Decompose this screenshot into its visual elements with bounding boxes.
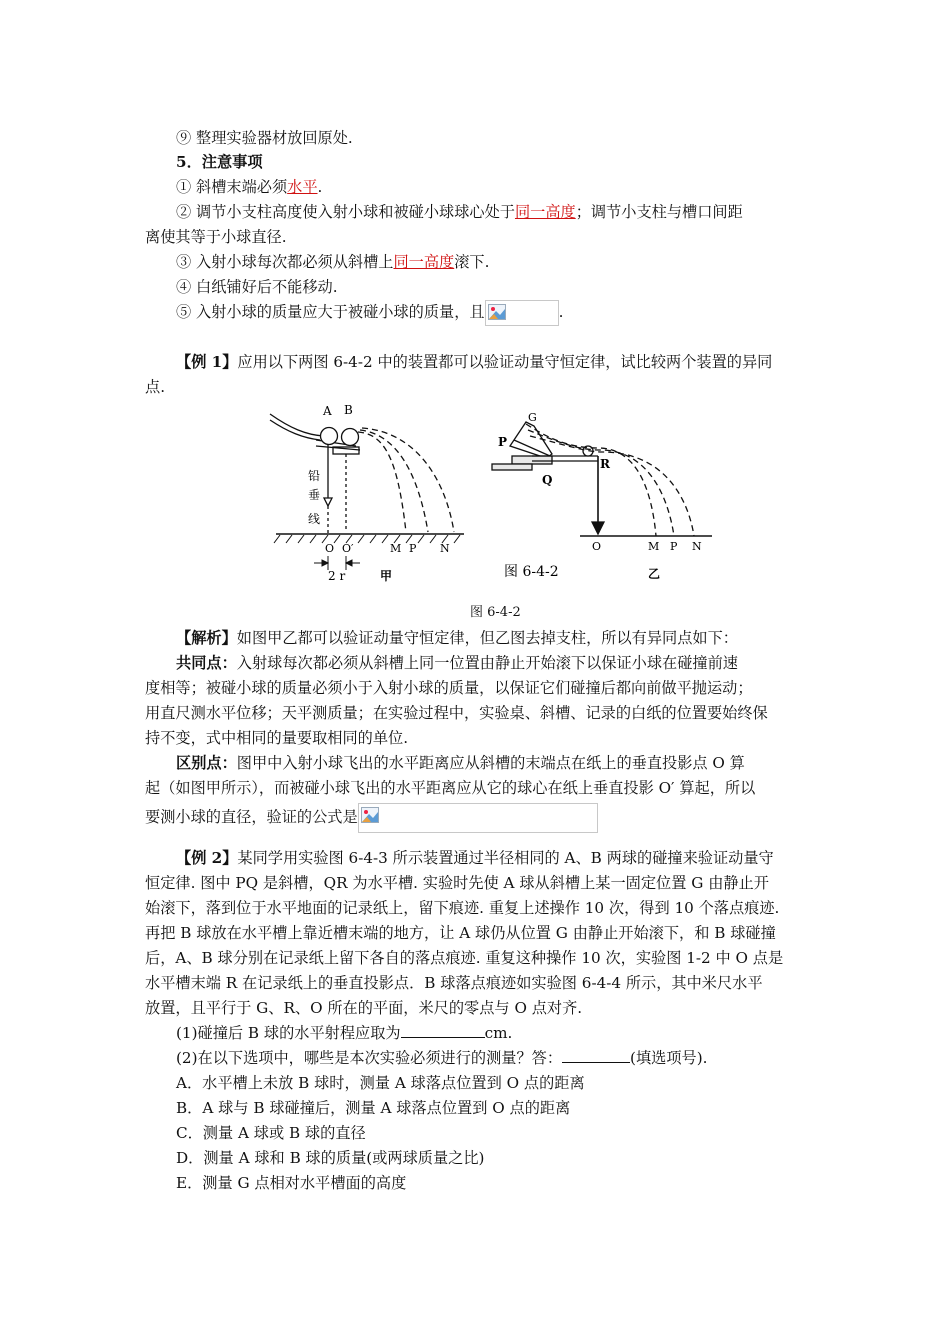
note-text: 滚下. [454, 253, 490, 271]
example2-line5: 后，A、B 球分别在记录纸上留下各自的落点痕迹. 重复这种操作 10 次，实验图 1-2 中 O 点是 [145, 949, 784, 967]
ball-b [342, 429, 359, 446]
step-9: ⑨ 整理实验器材放回原处. [176, 129, 353, 147]
label-m: M [390, 542, 402, 555]
diff-text: 图甲中入射小球飞出的水平距离应从斜槽的末端点在纸上的垂直投影点 O 算 [236, 754, 745, 772]
label-p: P [409, 542, 417, 555]
common-line3: 用直尺测水平位移；天平测质量；在实验过程中，实验桌、斜槽、记录的白纸的位置要始终保 [145, 704, 768, 722]
note-1 [176, 175, 841, 200]
label-m-right: M [648, 540, 660, 553]
common-text: 入射球每次都必须从斜槽上同一位置由静止开始滚下以保证小球在碰撞前速 [236, 654, 738, 672]
note-keyword: 同一高度 [393, 253, 455, 271]
example2-line6: 水平槽末端 R 在记录纸上的垂直投影点．B 球落点痕迹如实验图 6-4-4 所示，其中米尺水平 [145, 974, 763, 992]
example2-line3: 始滚下，落到位于水平地面的记录纸上，留下痕迹. 重复上述操作 10 次，得到 10 个落点痕迹. [145, 899, 780, 917]
label-a: A [323, 404, 332, 418]
common-label: 共同点： [176, 654, 237, 672]
example1-label: 【例 1】 [176, 353, 238, 371]
label-p-left: P [498, 435, 508, 449]
note-text: ；调节小支柱与槽口间距 [575, 203, 743, 221]
question-text: cm. [484, 1024, 513, 1042]
note-text: . [317, 178, 323, 196]
example1-line1 [176, 350, 841, 375]
ball-a [321, 428, 338, 445]
note-3 [176, 250, 841, 275]
label-o-prime: O′ [342, 542, 354, 555]
common-line2: 度相等；被碰小球的质量必须小于入射小球的质量，以保证它们碰撞后都向前做平抛运动； [145, 679, 753, 697]
option-b: B．A 球与 B 球碰撞后，测量 A 球落点位置到 O 点的距离 [176, 1099, 571, 1117]
question-1 [176, 1021, 841, 1046]
note-keyword: 同一高度 [514, 203, 576, 221]
figure-apparatus-yi [488, 412, 718, 588]
note-text: ② 调节小支柱高度使入射小球和被碰小球球心处于 [176, 203, 515, 221]
note-2 [176, 200, 841, 225]
label-q: Q [542, 473, 553, 487]
formula-image-placeholder [485, 300, 559, 326]
example2-line2: 恒定律. 图中 PQ 是斜槽，QR 为水平槽. 实验时先使 A 球从斜槽上某一固定位置 G 由静止开 [145, 874, 769, 892]
note-text: ① 斜槽末端必须 [176, 178, 288, 196]
example1-text: 应用以下两图 6-4-2 中的装置都可以验证动量守恒定律，试比较两个装置的异同 [237, 353, 773, 371]
label-2r: 2 r [328, 569, 346, 583]
answer-blank-1[interactable] [401, 1022, 485, 1038]
broken-image-icon [361, 807, 379, 823]
note-5 [176, 300, 841, 326]
label-b: B [344, 403, 353, 417]
question-text: (1)碰撞后 B 球的水平射程应取为 [176, 1024, 401, 1042]
note-keyword: 水平 [287, 178, 318, 196]
label-n-right: N [692, 540, 702, 553]
question-text: (填选项号). [630, 1049, 708, 1067]
analysis-label: 【解析】 [176, 629, 237, 647]
diff-label: 区别点： [176, 754, 237, 772]
broken-image-icon [488, 304, 506, 320]
example2-line4: 再把 B 球放在水平槽上靠近槽末端的地方，让 A 球仍从位置 G 由静止开始滚下，和 B 球碰撞 [145, 924, 776, 942]
question-text: (2)在以下选项中，哪些是本次实验必须进行的测量？答： [176, 1049, 563, 1067]
note-4: ④ 白纸铺好后不能移动. [176, 278, 338, 296]
note-text: ⑤ 入射小球的质量应大于被碰小球的质量，且 [176, 303, 485, 321]
notes-heading: 5．注意事项 [176, 153, 263, 171]
label-r: R [600, 457, 610, 471]
note-text: ③ 入射小球每次都必须从斜槽上 [176, 253, 394, 271]
example2-text: 某同学用实验图 6-4-3 所示装置通过半径相同的 A、B 两球的碰撞来验证动量守 [237, 849, 774, 867]
example2-line7: 放置，且平行于 G、R、O 所在的平面，米尺的零点与 O 点对齐. [145, 999, 583, 1017]
diff-line2: 起（如图甲所示），而被碰小球飞出的水平距离应从它的球心在纸上垂直投影 O′ 算起，所以 [145, 779, 756, 797]
label-o-right: O [592, 540, 602, 553]
label-p-right: P [670, 540, 678, 553]
common-line4: 持不变，式中相同的量要取相同的单位. [145, 729, 409, 747]
analysis-intro [176, 626, 841, 651]
note-text: . [558, 303, 564, 321]
diff-line3 [145, 803, 810, 833]
diff-line1 [176, 751, 841, 776]
label-yi: 乙 [648, 567, 661, 581]
example2-label: 【例 2】 [176, 849, 238, 867]
figure-apparatus-jia [268, 402, 468, 586]
note-2-cont: 离使其等于小球直径. [145, 228, 287, 246]
figure-inner-caption: 图 6-4-2 [504, 564, 559, 580]
label-g: G [528, 412, 537, 424]
figure-caption: 图 6-4-2 [470, 605, 521, 620]
option-c: C．测量 A 球或 B 球的直径 [176, 1124, 366, 1142]
example2-line1 [176, 846, 841, 871]
option-a: A．水平槽上未放 B 球时，测量 A 球落点位置到 O 点的距离 [176, 1074, 585, 1092]
label-jia: 甲 [380, 569, 393, 583]
question-2 [176, 1046, 841, 1071]
label-plumb-1: 铅 [308, 469, 321, 483]
option-d: D．测量 A 球和 B 球的质量(或两球质量之比) [176, 1149, 485, 1167]
formula-image-placeholder [358, 803, 598, 833]
answer-blank-2[interactable] [562, 1047, 630, 1063]
label-n: N [440, 542, 450, 555]
example1-line2: 点. [145, 378, 166, 396]
label-o: O [325, 542, 335, 555]
diff-text: 要测小球的直径，验证的公式是 [145, 808, 358, 826]
option-e: E．测量 G 点相对水平槽面的高度 [176, 1174, 407, 1192]
analysis-text: 如图甲乙都可以验证动量守恒定律，但乙图去掉支柱，所以有异同点如下： [236, 629, 738, 647]
common-line1 [176, 651, 841, 676]
label-plumb-3: 线 [308, 512, 321, 526]
label-plumb-2: 垂 [308, 488, 321, 502]
